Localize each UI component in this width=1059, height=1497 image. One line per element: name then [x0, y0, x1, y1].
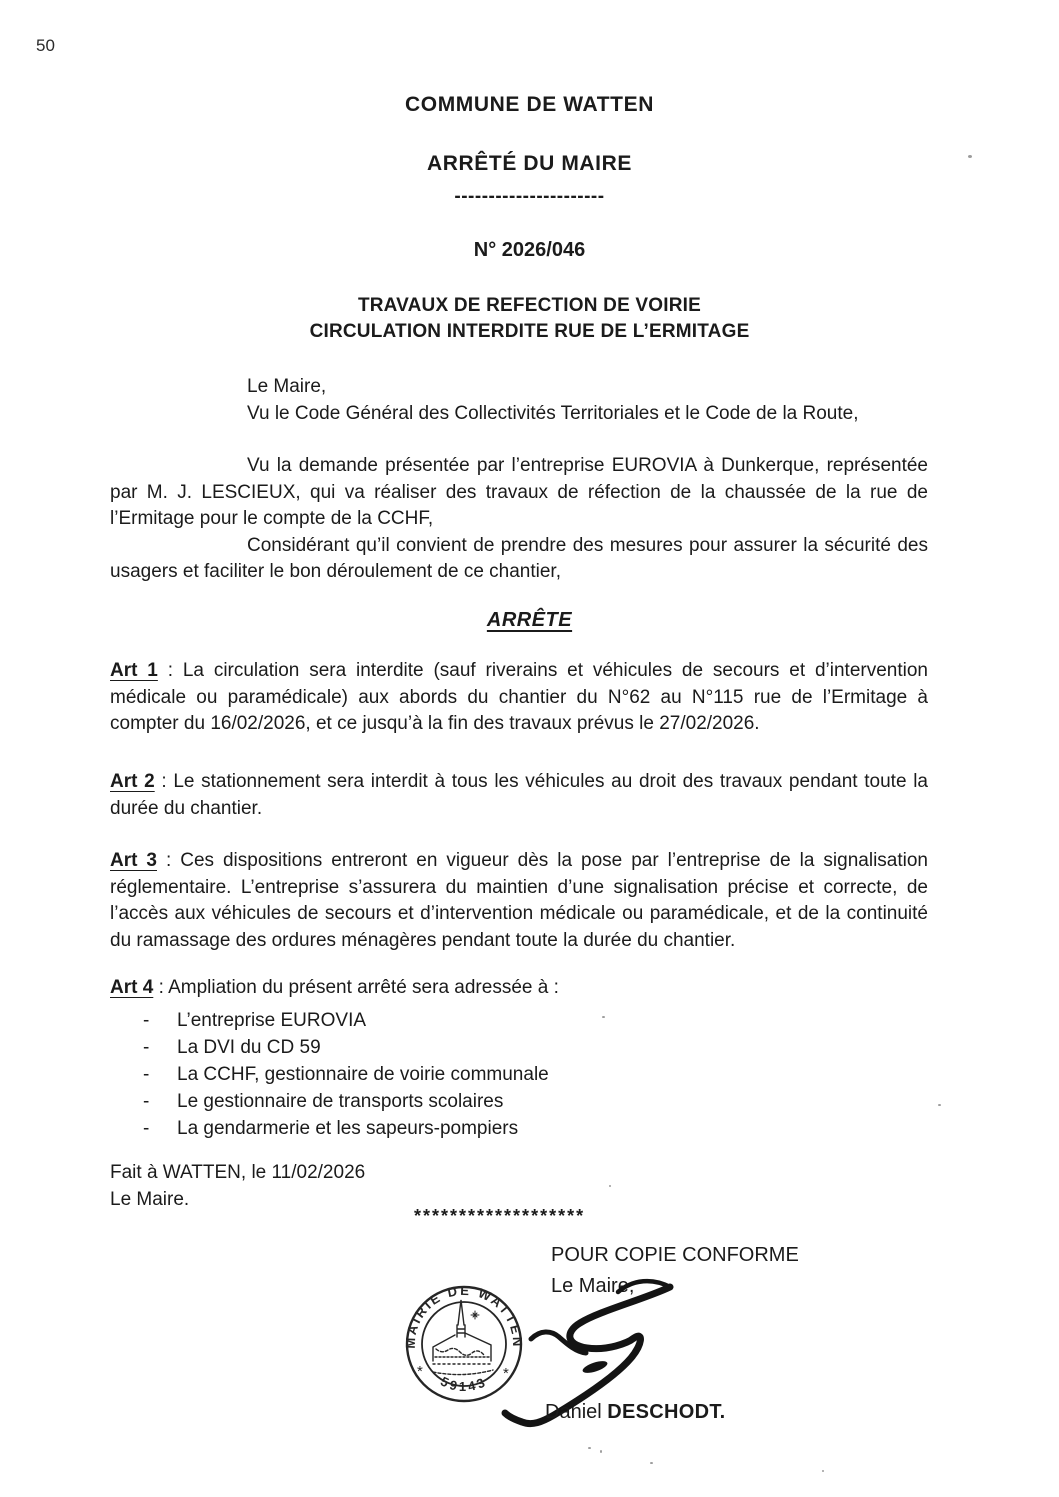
recipient-entreprise: L’entreprise EUROVIA — [177, 1009, 367, 1031]
list-bullet: - — [143, 1036, 150, 1058]
list-bullet: - — [143, 1009, 150, 1031]
preamble-le-maire: Le Maire, — [247, 376, 327, 397]
article-1 — [110, 658, 928, 738]
subject-heading — [0, 293, 1059, 344]
page-number: 50 — [36, 36, 55, 55]
recipient-gendarmerie: La gendarmerie et les sapeurs-pompiers — [177, 1118, 519, 1140]
article-2-body: : Le stationnement sera interdit à tous les véhicules au droit des travaux pendant toute la durée du chantier. — [110, 771, 928, 819]
recipient-dvi: La DVI du CD 59 — [177, 1036, 321, 1058]
dashed-divider: ---------------------- — [454, 186, 605, 207]
preamble-considerant: Considérant qu’il convient de prendre des mesures pour assurer la sécurité des usagers et faciliter le bon déroulement de ce chantier, — [110, 534, 928, 582]
article-4-intro — [110, 975, 928, 1002]
copy-signatory: Le Maire, — [551, 1275, 635, 1297]
preamble — [110, 374, 928, 586]
article-1-label: Art 1 — [110, 660, 158, 681]
svg-text:MAIRIE DE WATTEN — [403, 1283, 525, 1349]
list-item — [110, 1061, 928, 1088]
stamp-bottom-text: 59143 — [438, 1373, 490, 1395]
copy-certification: POUR COPIE CONFORME — [551, 1244, 799, 1266]
scan-speck — [588, 1447, 591, 1449]
article-4 — [110, 975, 928, 1143]
list-bullet: - — [143, 1118, 150, 1140]
article-3-body: : Ces dispositions entreront en vigueur dès la pose par l’entreprise de la signalisation réglementaire. L’entreprise s’assurera du maintien d’une signalisation précise et correcte, de l’accès aux véhicules de secours et d’intervention médicale ou paramédicale, et de la continuité du ramassage des ordures ménagères pendant toute la durée du chantier. — [110, 850, 929, 951]
article-2-label: Art 2 — [110, 771, 155, 792]
stamp-star-left: * — [417, 1363, 423, 1380]
list-item — [110, 1115, 928, 1142]
decree-number: N° 2026/046 — [473, 239, 586, 261]
recipient-transports: Le gestionnaire de transports scolaires — [177, 1091, 504, 1113]
article-3 — [110, 848, 928, 954]
preamble-vu-code: Vu le Code Général des Collectivités Territoriales et le Code de la Route, — [247, 402, 859, 424]
scan-speck — [602, 1016, 605, 1018]
signer-first-name: Daniel — [545, 1401, 608, 1423]
municipal-seal-stamp — [403, 1283, 525, 1405]
scan-speck — [609, 1185, 611, 1187]
scan-speck — [650, 1462, 653, 1464]
article-4-label: Art 4 — [110, 977, 154, 998]
list-bullet: - — [143, 1091, 150, 1113]
recipient-cchf: La CCHF, gestionnaire de voirie communale — [177, 1063, 549, 1085]
signer-name — [545, 1401, 726, 1424]
signer-last-name: DESCHODT. — [607, 1401, 726, 1423]
subject-line-1: TRAVAUX DE REFECTION DE VOIRIE — [357, 295, 702, 316]
list-item — [110, 1007, 928, 1034]
list-item — [110, 1088, 928, 1115]
article-4-body: : Ampliation du présent arrêté sera adressée à : — [153, 977, 559, 998]
recipients-list — [110, 1007, 928, 1143]
document-title: ARRÊTÉ DU MAIRE — [426, 152, 632, 175]
copy-certification-block — [551, 1240, 799, 1302]
subject-line-2: CIRCULATION INTERDITE RUE DE L’ERMITAGE — [309, 320, 750, 342]
place-date: Fait à WATTEN, le 11/02/2026 — [110, 1162, 366, 1183]
signatory-line: Le Maire. — [110, 1189, 190, 1210]
stamp-top-text: MAIRIE DE WATTEN — [403, 1283, 525, 1349]
article-1-body: : La circulation sera interdite (sauf riverains et véhicules de secours et d’intervention médicale ou paramédicale) aux abords du chantier du N°62 au N°115 rue de l’Ermitage à compter du 16/02/2026, et ce jusqu’à la fin des travaux prévus le 27/02/2026. — [110, 660, 928, 734]
list-bullet: - — [143, 1063, 150, 1085]
preamble-demande: Vu la demande présentée par l’entreprise EUROVIA à Dunkerque, représentée par M. J. LESCIEUX, qui va réaliser des travaux de réfection de la chaussée de la rue de l’Ermitage pour le compte de la CCHF, — [110, 455, 928, 529]
scan-speck — [968, 155, 972, 158]
article-3-label: Art 3 — [110, 850, 157, 871]
scan-speck — [600, 1450, 602, 1453]
closing-block — [110, 1159, 928, 1213]
arrete-heading: ARRÊTE — [486, 609, 573, 631]
stars-separator: ******************* — [414, 1206, 586, 1226]
stamp-star-right: * — [503, 1365, 509, 1382]
scan-speck — [938, 1104, 941, 1106]
article-2 — [110, 769, 928, 822]
list-item — [110, 1034, 928, 1061]
stamp-church-sketch — [433, 1300, 493, 1375]
commune-title: COMMUNE DE WATTEN — [405, 93, 654, 116]
svg-text:59143 — [438, 1374, 489, 1395]
scan-speck — [822, 1470, 824, 1472]
